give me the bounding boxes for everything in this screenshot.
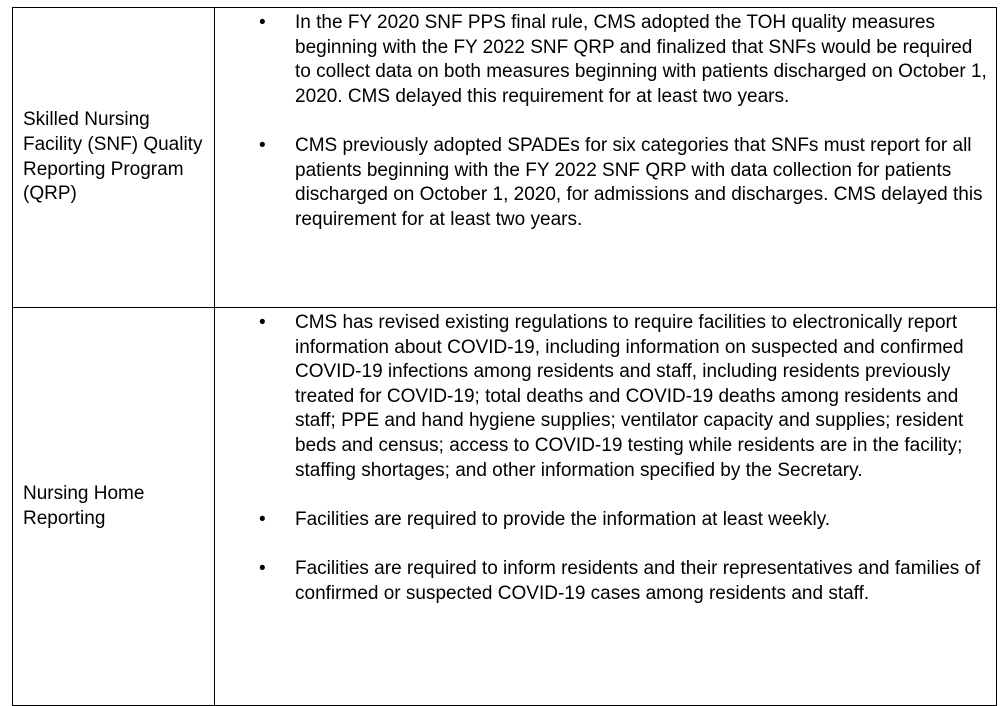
table-row-nursing-home-reporting [13, 308, 997, 706]
program-table [12, 7, 997, 706]
bullet-list [215, 311, 996, 606]
bullet-item [215, 557, 996, 606]
bullet-text: CMS previously adopted SPADEs for six categories that SNFs must report for all patients beginning with the FY 2022 SNF QRP with data collection for patients discharged on October 1, 2020, for admissions and discharges. CMS delayed this requirement for at least two years. [295, 134, 983, 230]
row-label: Skilled Nursing Facility (SNF) Quality Reporting Program (QRP) [23, 109, 203, 205]
row-bullets-cell [215, 8, 997, 308]
table-row-snf-qrp [13, 8, 997, 308]
bullet-item [215, 508, 996, 533]
bullet-list [215, 11, 996, 232]
bullet-icon: • [259, 134, 266, 156]
bullet-item [215, 311, 996, 483]
bullet-icon: • [259, 12, 266, 33]
row-label-cell [13, 8, 215, 308]
bullet-text: In the FY 2020 SNF PPS final rule, CMS adopted the TOH quality measures beginning with the FY 2022 SNF QRP and finalized that SNFs would be required to collect data on both measures beginning with patients discharged on October 1, 2020. CMS delayed this requirement for at least two years. [295, 12, 987, 107]
bullet-text: CMS has revised existing regulations to require facilities to electronically report information about COVID-19, including information on suspected and confirmed COVID-19 infections among residents and staff, including residents previously treated for COVID-19; total deaths and COVID-19 deaths among residents and staff; PPE and hand hygiene supplies; ventilator capacity and supplies; resident beds and census; access to COVID-19 testing while residents are in the facility; staffing shortages; and other information specified by the Secretary. [295, 312, 964, 481]
row-bullets-cell [215, 308, 997, 706]
bullet-item [215, 134, 996, 232]
bullet-icon: • [259, 557, 266, 579]
bullet-item [215, 11, 996, 109]
bullet-icon: • [259, 508, 266, 530]
row-label: Nursing Home Reporting [23, 482, 145, 529]
bullet-text: Facilities are required to provide the information at least weekly. [295, 508, 831, 530]
bullet-icon: • [259, 312, 266, 333]
row-label-cell [13, 308, 215, 706]
bullet-text: Facilities are required to inform residents and their representatives and families of confirmed or suspected COVID-19 cases among residents and staff. [295, 557, 981, 604]
